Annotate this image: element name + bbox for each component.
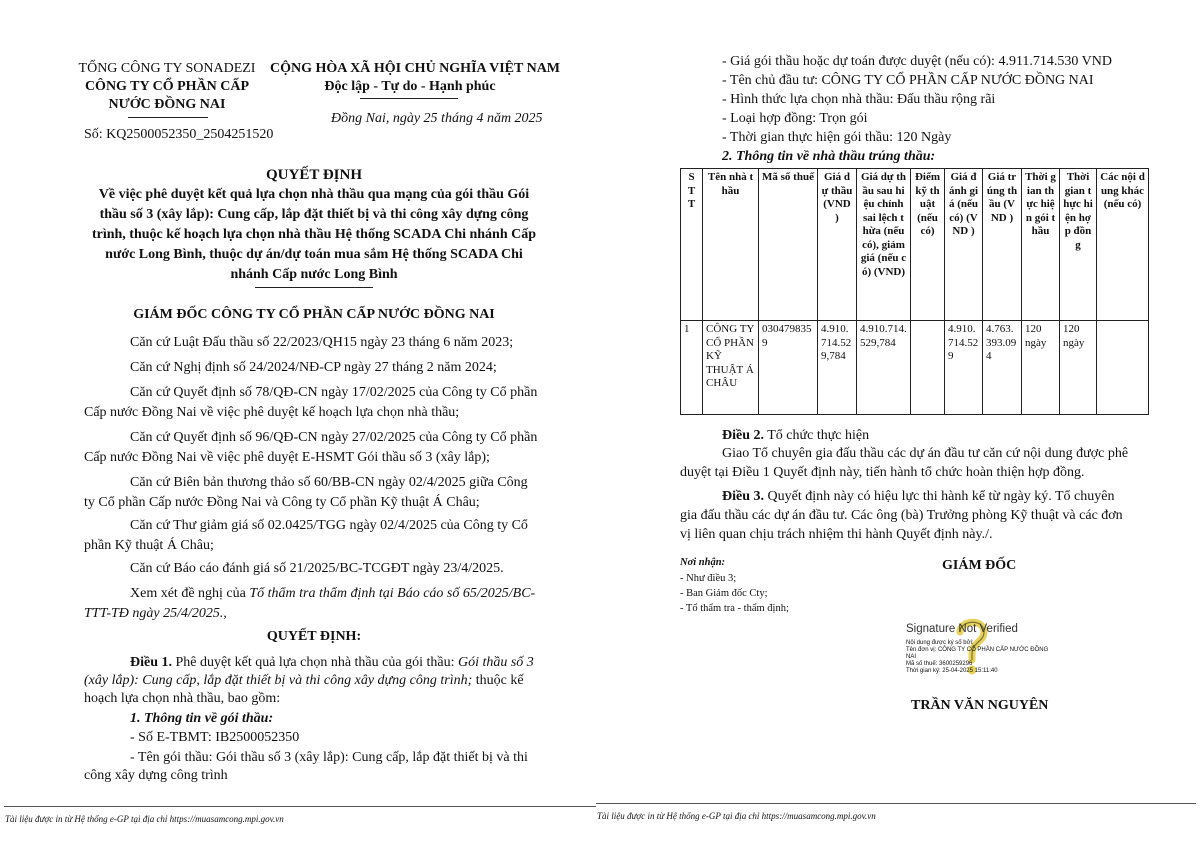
consideration-line: TTT-TĐ ngày 25/4/2025., (84, 606, 227, 621)
basis-line: ty Cổ phần Cấp nước Đồng Nai và Công ty Cổ phần Kỹ thuật Á Châu; (84, 495, 480, 510)
subject-line: nước Long Bình, thuộc dự án/dự toán mua sắm Hệ thống SCADA Chi (105, 247, 523, 262)
subject-underline (255, 287, 373, 288)
header-cell: Thời gian thực hiện hợp đồng (1060, 169, 1097, 321)
article2-title: Điều 2. Tổ chức thực hiện (722, 428, 870, 443)
basis-line: Căn cứ Báo cáo đánh giá số 21/2025/BC-TCGĐT ngày 23/4/2025. (130, 561, 504, 576)
basis-line: Căn cứ Biên bản thương thảo số 60/BB-CN ngày 02/4/2025 giữa Công (130, 475, 528, 490)
recipient-item: - Như điều 3; (680, 573, 737, 584)
table-header-row (681, 169, 1149, 321)
subject-line: thầu số 3 (xây lắp): Cung cấp, lắp đặt thiết bị và thi công xây dựng công (99, 207, 529, 222)
basis-line: Căn cứ Luật Đấu thầu số 22/2023/QH15 ngày 23 tháng 6 năm 2023; (130, 335, 514, 350)
cell-other (1097, 321, 1149, 415)
article3-line: vị liên quan chịu trách nhiệm thi hành Quyết định này./. (680, 527, 993, 542)
section1-heading: 1. Thông tin về gói thầu: (130, 711, 274, 726)
org-parent: TỔNG CÔNG TY SONADEZI (78, 61, 256, 76)
nation-motto: Độc lập - Tự do - Hạnh phúc (324, 79, 496, 94)
cell-winning-price: 4.763.393.094 (983, 321, 1022, 415)
document-date: Đồng Nai, ngày 25 tháng 4 năm 2025 (331, 111, 543, 126)
cell-package-time: 120 ngày (1022, 321, 1060, 415)
decision-title: QUYẾT ĐỊNH (266, 167, 362, 183)
cell-bidder-name: CÔNG TY CỔ PHẦN KỸ THUẬT Á CHÂU (703, 321, 759, 415)
contract-type: - Loại hợp đồng: Trọn gói (722, 111, 868, 126)
signature-detail: Nội dung được ký số bởi: (906, 640, 974, 646)
signature-detail: Tên đơn vị: CÔNG TY CỔ PHẦN CẤP NƯỚC ĐỒNG (906, 647, 1049, 653)
cell-evaluated-price: 4.910.714.529 (945, 321, 983, 415)
section2-heading: 2. Thông tin về nhà thầu trúng thầu: (722, 149, 936, 164)
org-name-2: NƯỚC ĐỒNG NAI (108, 97, 226, 112)
signature-status: Signature Not Verified (906, 623, 1018, 635)
decision-heading: QUYẾT ĐỊNH: (266, 629, 362, 644)
article1-line: Điều 1. Phê duyệt kết quả lựa chọn nhà thầu của gói thầu: Gói thầu số 3 (130, 655, 534, 670)
authority-heading: GIÁM ĐỐC CÔNG TY CỔ PHẦN CẤP NƯỚC ĐỒNG NAI (133, 307, 495, 322)
subject-line: nhánh Cấp nước Long Bình (230, 267, 398, 282)
nation-title: CỘNG HÒA XÃ HỘI CHỦ NGHĨA VIỆT NAM (270, 61, 561, 76)
article3-line: gia đấu thầu các dự án đầu tư. Các ông (bà) Trưởng phòng Kỹ thuật và các đơn (680, 508, 1123, 523)
article3-line: Điều 3. Quyết định này có hiệu lực thi hành kể từ ngày ký. Tổ chuyên (722, 489, 1115, 504)
cell-contract-time: 120 ngày (1060, 321, 1097, 415)
cell-adjusted-price: 4.910.714.529,784 (857, 321, 911, 415)
recipient-item: - Tổ thẩm tra - thẩm định; (680, 603, 789, 614)
article2-line: duyệt tại Điều 1 Quyết định này, tiến hành tổ chức hoàn thiện hợp đồng. (680, 465, 1085, 480)
recipient-item: - Ban Giám đốc Cty; (680, 588, 768, 599)
subject-line: trình, thuộc kế hoạch lựa chọn nhà thầu Hệ thống SCADA Chi nhánh Cấp (91, 227, 537, 242)
package-name: - Tên gói thầu: Gói thầu số 3 (xây lắp): Cung cấp, lắp đặt thiết bị và thi (130, 750, 528, 765)
cell-tax-code: 0304798359 (759, 321, 818, 415)
basis-line: Căn cứ Nghị định số 24/2024/NĐ-CP ngày 27 tháng 2 năm 2024; (130, 360, 497, 375)
header-cell: Giá dự thầu (VND ) (818, 169, 857, 321)
document-number: Số: KQ2500052350_2504251520 (84, 127, 274, 142)
recipients-title: Nơi nhận: (680, 557, 726, 568)
article1-line: (xây lắp): Cung cấp, lắp đặt thiết bị và thi công xây dựng công trình; thuộc kế (84, 673, 524, 688)
basis-line: Căn cứ Quyết định số 96/QĐ-CN ngày 27/02/2025 của Công ty Cổ phần (130, 430, 538, 445)
header-cell: Điểm kỹ thuật (nếu có) (911, 169, 945, 321)
right-footer-rule (596, 803, 1196, 804)
motto-underline (360, 98, 458, 99)
signature-detail: Thời gian ký: 25-04-2025 15:11:40 (906, 668, 998, 674)
article1-line: hoạch lựa chọn nhà thầu, bao gồm: (84, 691, 281, 706)
signature-detail: NAI (906, 654, 917, 660)
header-cell: Các nội dung khác (nếu có) (1097, 169, 1149, 321)
left-footer: Tài liệu được in từ Hệ thống e-GP tại địa chỉ https://muasamcong.mpi.gov.vn (5, 814, 284, 824)
header-cell: S T T (681, 169, 703, 321)
cell-bid-price: 4.910.714.529,784 (818, 321, 857, 415)
signer-role: GIÁM ĐỐC (942, 558, 1017, 573)
header-cell: Mã số thuế (759, 169, 818, 321)
investor-name: - Tên chủ đầu tư: CÔNG TY CỔ PHẦN CẤP NƯỚC ĐỒNG NAI (722, 73, 1094, 88)
signer-name: TRẦN VĂN NGUYÊN (911, 698, 1049, 713)
subject-line: Về việc phê duyệt kết quả lựa chọn nhà thầu qua mạng của gói thầu Gói (98, 187, 530, 202)
header-cell: Thời gian thực hiện gói thầu (1022, 169, 1060, 321)
right-footer: Tài liệu được in từ Hệ thống e-GP tại địa chỉ https://muasamcong.mpi.gov.vn (597, 811, 876, 821)
signature-detail: Mã số thuế: 3600259296 (906, 661, 973, 667)
basis-line: Căn cứ Thư giảm giá số 02.0425/TGG ngày 02/4/2025 của Công ty Cổ (130, 518, 528, 533)
execution-time: - Thời gian thực hiện gói thầu: 120 Ngày (722, 130, 952, 145)
header-cell: Tên nhà thầu (703, 169, 759, 321)
basis-line: Căn cứ Quyết định số 78/QĐ-CN ngày 17/02/2025 của Công ty Cổ phần (130, 385, 538, 400)
basis-line: Cấp nước Đồng Nai về việc phê duyệt E-HSMT Gói thầu số 3 (xây lắp); (84, 450, 490, 465)
header-cell: Giá đánh giá (nếu có) (VND ) (945, 169, 983, 321)
package-name-cont: công xây dựng công trình (84, 768, 228, 783)
selection-method: - Hình thức lựa chọn nhà thầu: Đấu thầu rộng rãi (722, 92, 996, 107)
table-row (681, 321, 1149, 415)
header-cell: Giá trúng thầu (VND ) (983, 169, 1022, 321)
consideration-line: Xem xét đề nghị của Tổ thẩm tra thẩm định tại Báo cáo số 65/2025/BC- (130, 586, 536, 601)
basis-line: Cấp nước Đồng Nai về việc phê duyệt kế hoạch lựa chọn nhà thầu; (84, 405, 460, 420)
cell-tech-score (911, 321, 945, 415)
org-underline (128, 117, 208, 118)
basis-line: phần Kỹ thuật Á Châu; (84, 538, 214, 553)
etbmt-number: - Số E-TBMT: IB2500052350 (130, 730, 300, 745)
org-name-1: CÔNG TY CỔ PHẦN CẤP (84, 79, 250, 94)
package-price: - Giá gói thầu hoặc dự toán được duyệt (nếu có): 4.911.714.530 VND (722, 54, 1112, 69)
header-cell: Giá dự thầu sau hiệu chỉnh sai lệch thừa (nếu có), giảm giá (nếu có) (VND) (857, 169, 911, 321)
winning-bidder-table (680, 168, 1149, 415)
cell-stt: 1 (681, 321, 703, 415)
left-footer-rule (4, 806, 596, 807)
article2-line: Giao Tổ chuyên gia đấu thầu các dự án đầu tư căn cứ nội dung được phê (722, 446, 1129, 461)
